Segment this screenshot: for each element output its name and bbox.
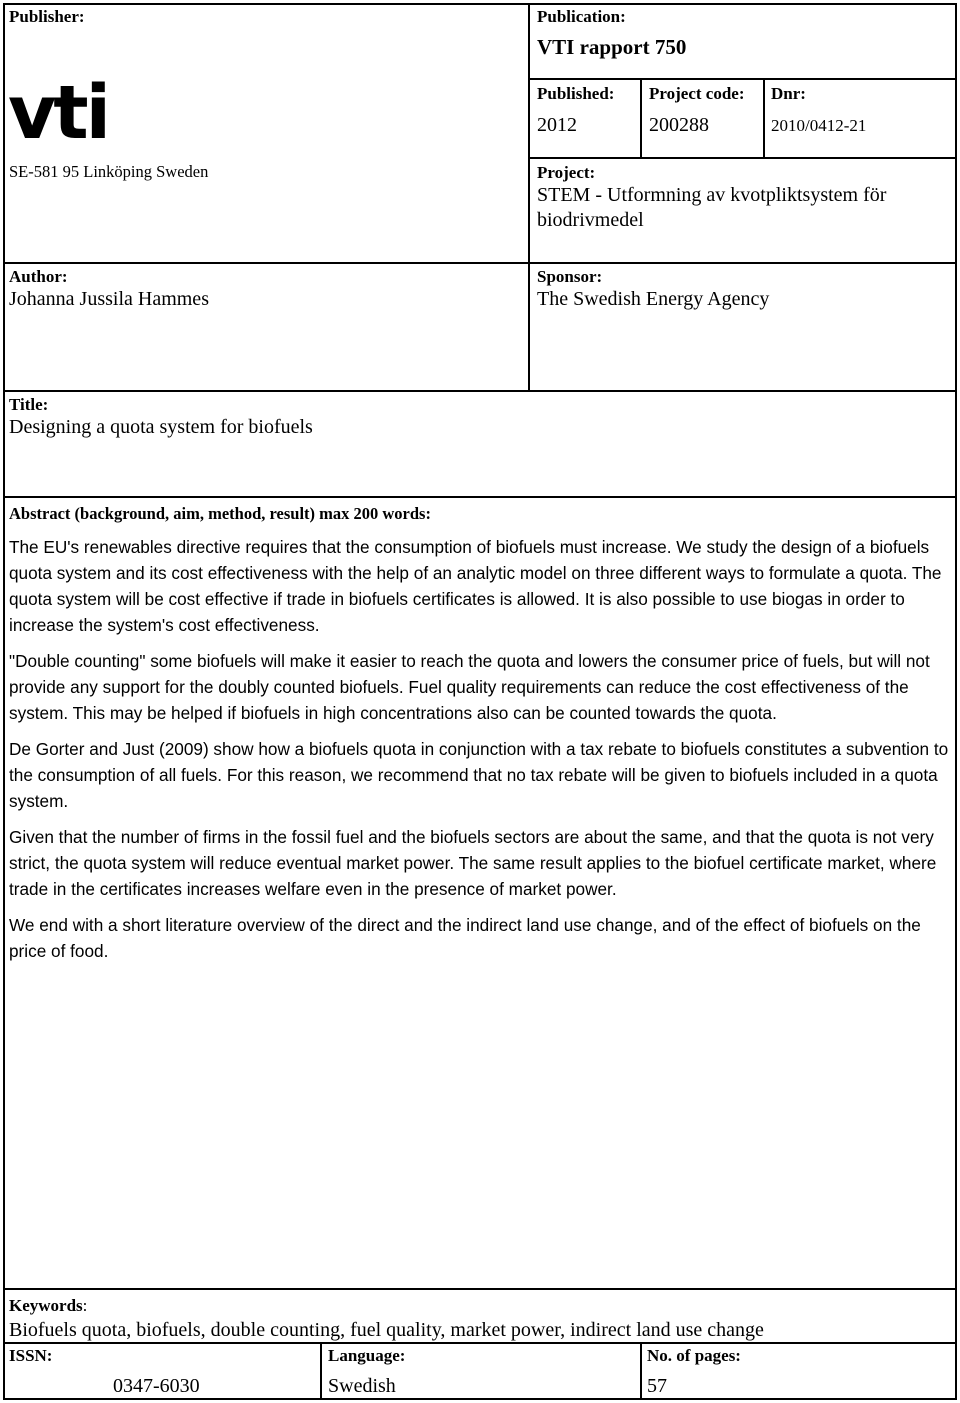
row-divider — [3, 496, 957, 498]
abstract-body — [9, 534, 954, 974]
column-divider — [640, 79, 642, 158]
column-divider — [763, 79, 765, 158]
language-label: Language: — [328, 1346, 406, 1365]
row-divider — [3, 390, 957, 392]
keywords-label: Keywords — [9, 1296, 83, 1315]
column-divider — [640, 1343, 642, 1399]
issn-value: 0347-6030 — [113, 1375, 200, 1397]
abstract-paragraph: We end with a short literature overview of the direct and the indirect land use change, and of the effect of biofuels on the price of food. — [9, 915, 921, 961]
report-title: Designing a quota system for biofuels — [9, 416, 313, 438]
title-label: Title: — [9, 395, 49, 414]
vti-logo: vti — [8, 70, 108, 156]
project-title-line-2: biodrivmedel — [537, 209, 644, 231]
publication-label: Publication: — [537, 7, 626, 26]
sponsor-name: The Swedish Energy Agency — [537, 288, 770, 310]
abstract-label: Abstract (background, aim, method, result) max 200 words: — [9, 504, 431, 523]
language-value: Swedish — [328, 1375, 396, 1397]
abstract-paragraph: Given that the number of firms in the fossil fuel and the biofuels sectors are about the same, and that the quota is not very strict, the quota system will reduce eventual market power. The same result applies to the biofuel certificate market, where trade in the certificates increases welfare even in the presence of market power. — [9, 827, 937, 899]
column-divider — [528, 4, 530, 391]
issn-label: ISSN: — [9, 1346, 53, 1365]
row-divider — [3, 262, 957, 264]
author-label: Author: — [9, 267, 68, 286]
keywords-value: Biofuels quota, biofuels, double counting, fuel quality, market power, indirect land use change — [9, 1319, 764, 1341]
column-divider — [320, 1343, 322, 1399]
keywords-label-group — [9, 1296, 87, 1316]
published-label: Published: — [537, 84, 615, 103]
author-name: Johanna Jussila Hammes — [9, 288, 209, 310]
row-divider — [529, 78, 957, 80]
project-code-value: 200288 — [649, 114, 709, 136]
publication-value: VTI rapport 750 — [537, 35, 687, 59]
abstract-paragraph: "Double counting" some biofuels will make it easier to reach the quota and lowers the consumer price of fuels, but will not provide any support for the doubly counted biofuels. Fuel quality requirements can reduce the cost effectiveness of the system. This may be helped if biofuels in high concentrations also can be counted towards the quota. — [9, 651, 930, 723]
published-value: 2012 — [537, 114, 577, 136]
project-code-label: Project code: — [649, 84, 745, 103]
pages-label: No. of pages: — [647, 1346, 741, 1365]
abstract-paragraph: The EU's renewables directive requires that the consumption of biofuels must increase. We study the design of a biofuels quota system and its cost effectiveness with the help of an analytic model on three different ways to formulate a quota. The quota system will be cost effective if trade in biofuels certificates is allowed. It is also possible to use biogas in order to increase the system's cost effectiveness. — [9, 537, 942, 635]
pages-value: 57 — [647, 1375, 667, 1397]
publisher-address: SE-581 95 Linköping Sweden — [9, 162, 209, 181]
project-label: Project: — [537, 163, 596, 182]
project-title-line-1: STEM - Utformning av kvotpliktsystem för — [537, 184, 887, 206]
row-divider — [529, 157, 957, 159]
keywords-colon: : — [82, 1296, 88, 1315]
abstract-paragraph: De Gorter and Just (2009) show how a biofuels quota in conjunction with a tax rebate to biofuels constitutes a subvention to the consumption of all fuels. For this reason, we recommend that no tax rebate will be given to biofuels included in a quota system. — [9, 739, 949, 811]
row-divider — [3, 1288, 957, 1290]
publisher-label: Publisher: — [9, 7, 85, 26]
dnr-label: Dnr: — [771, 84, 806, 103]
dnr-value: 2010/0412-21 — [771, 116, 867, 135]
sponsor-label: Sponsor: — [537, 267, 603, 286]
row-divider — [3, 1342, 957, 1344]
